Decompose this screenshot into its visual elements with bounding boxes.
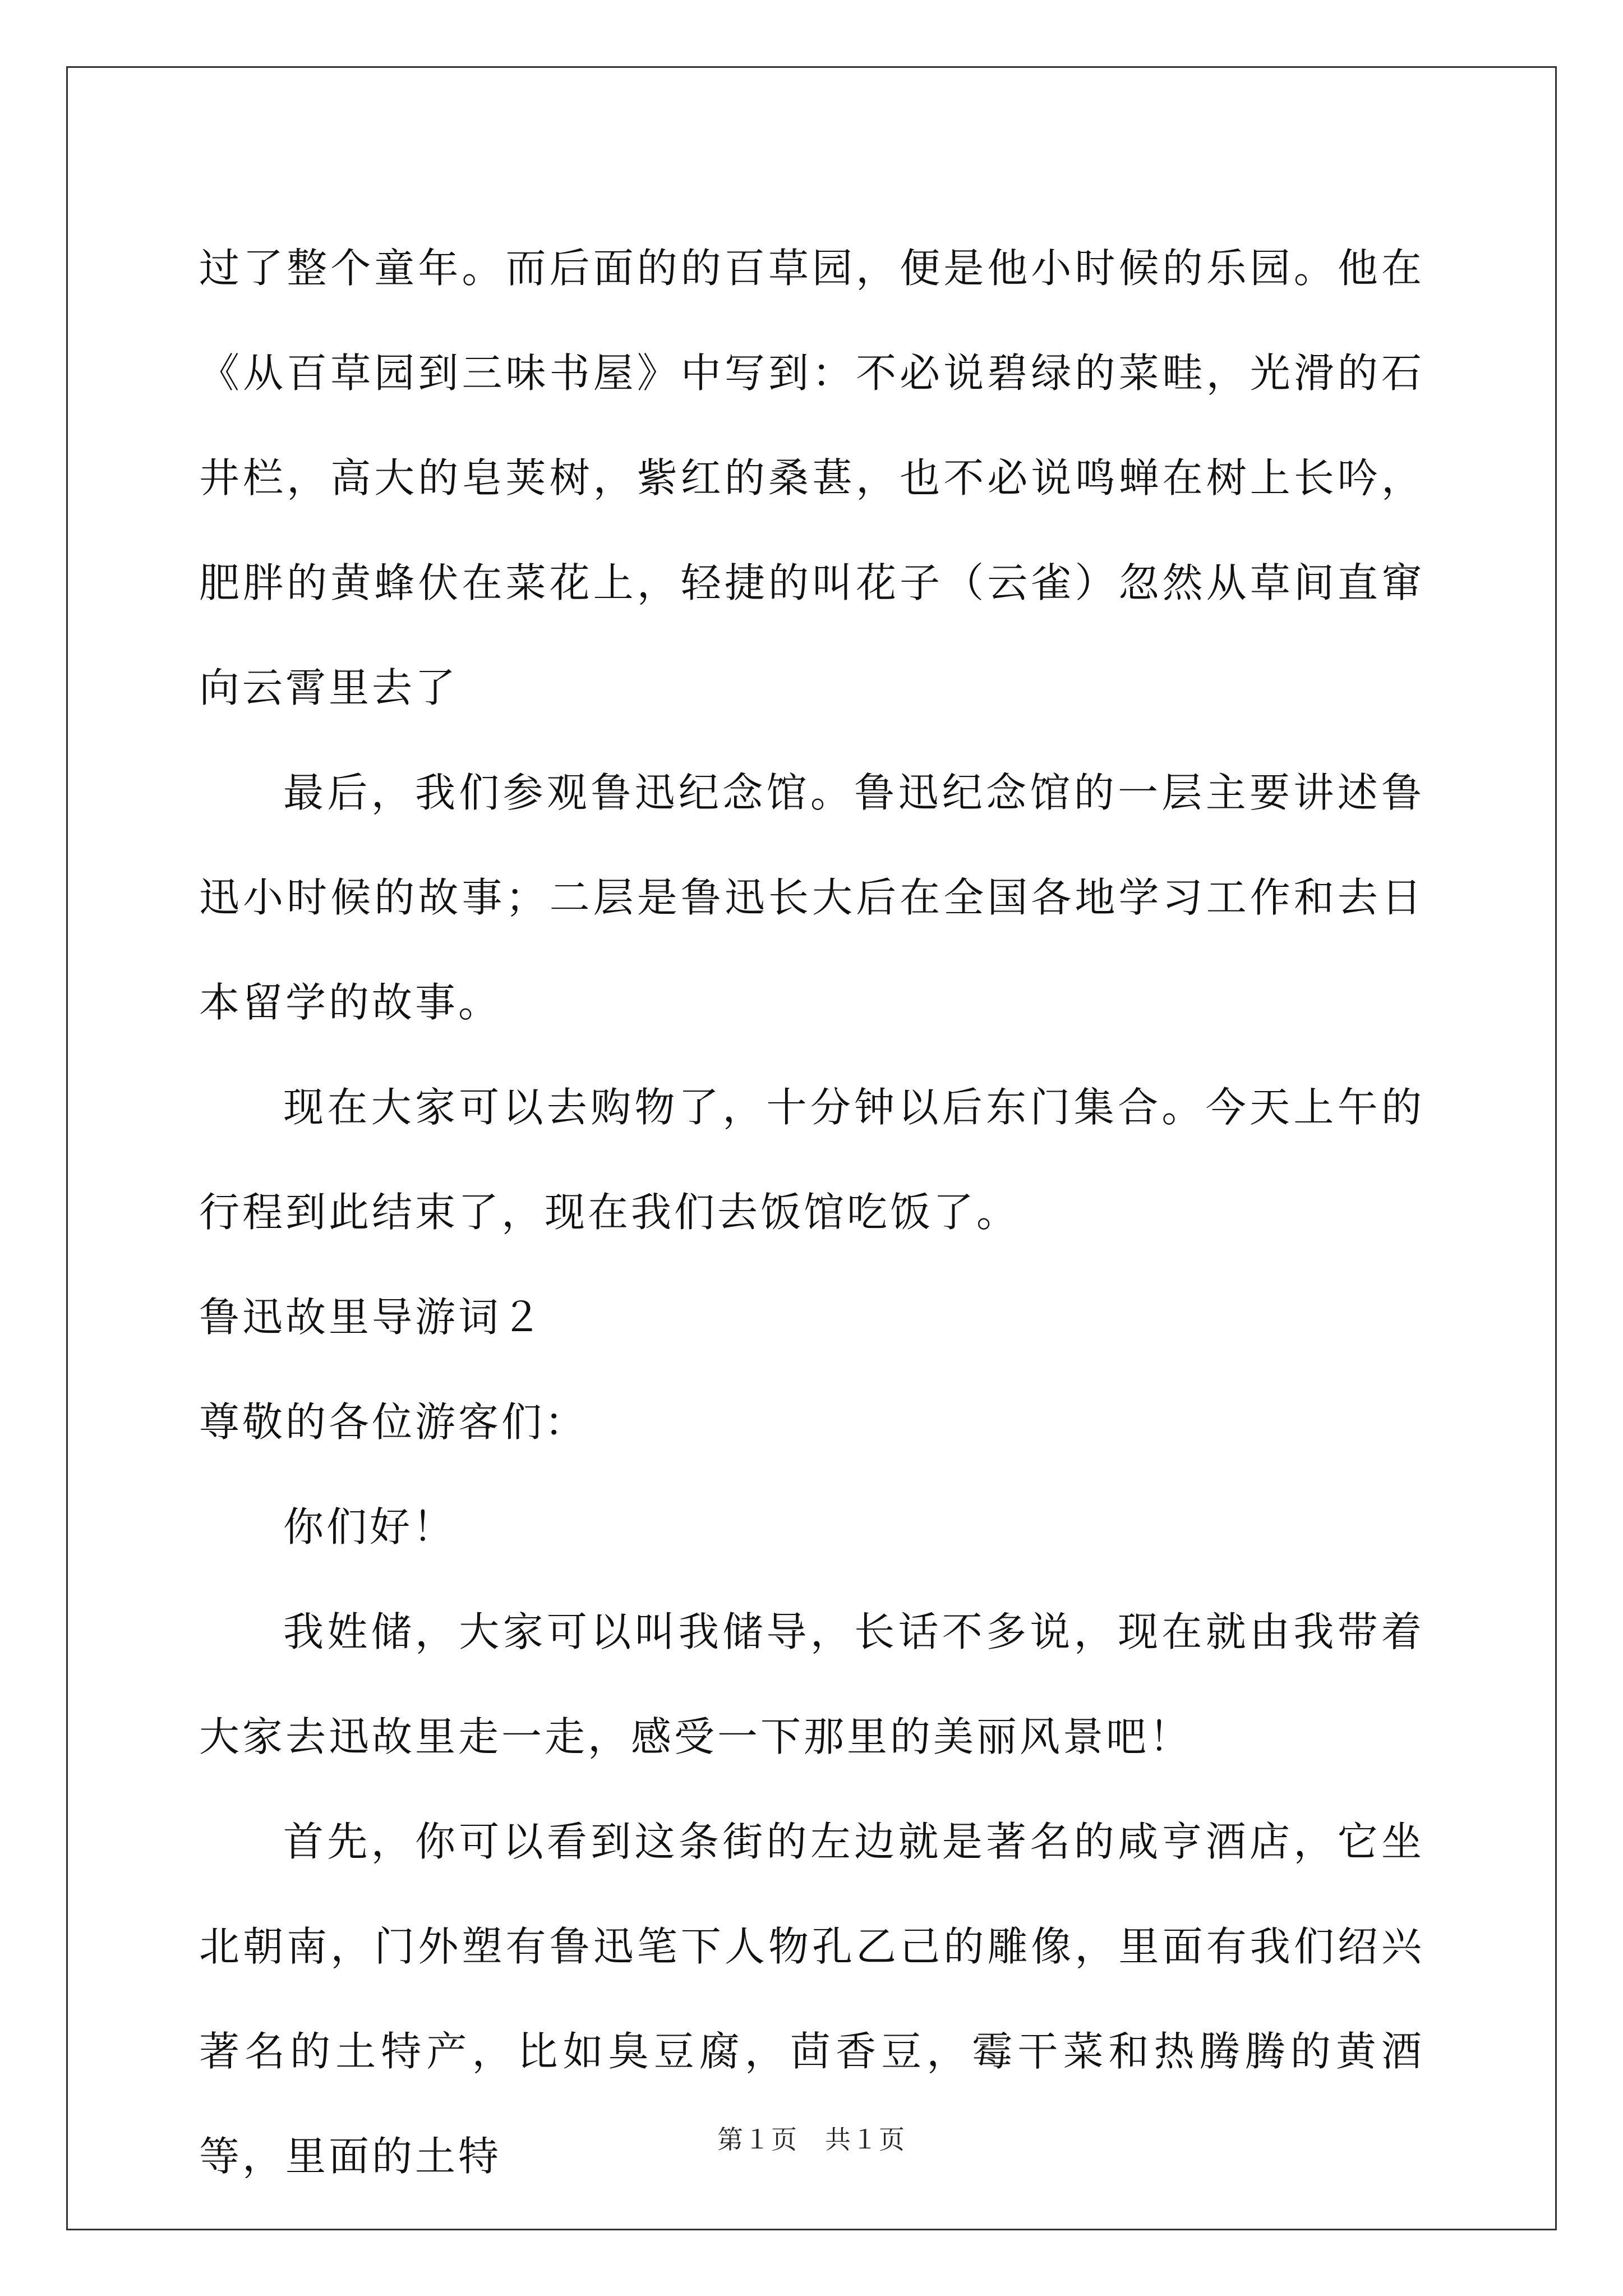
- salutation: 尊敬的各位游客们：: [199, 1398, 588, 1446]
- section-heading: 鲁迅故里导游词２: [199, 1294, 545, 1341]
- document-body: [199, 216, 1424, 2209]
- paragraph-1: 过了整个童年。而后面的的百草园，便是他小时候的乐园。他在《从百草园到三味书屋》中写到：不必说碧绿的菜畦，光滑的石井栏，高大的皂荚树，紫红的桑葚，也不必说鸣蝉在树上长吟，肥胖的黄蜂伏在菜花上，轻捷的叫花子（云雀）忽然从草间直窜向云霄里去了: [199, 245, 1424, 711]
- paragraph-first-stop: 首先，你可以看到这条街的左边就是著名的咸亨酒店，它坐北朝南，门外塑有鲁迅笔下人物孔乙己的雕像，里面有我们绍兴著名的土特产，比如臭豆腐，茴香豆，霉干菜和热腾腾的黄酒等，里面的土特: [199, 1818, 1424, 2180]
- greeting: 你们好！: [283, 1503, 457, 1550]
- paragraph-3: 现在大家可以去购物了，十分钟以后东门集合。今天上午的行程到此结束了，现在我们去饭馆吃饭了。: [199, 1084, 1424, 1236]
- paragraph-2: 最后，我们参观鲁迅纪念馆。鲁迅纪念馆的一层主要讲述鲁迅小时候的故事；二层是鲁迅长大后在全国各地学习工作和去日本留学的故事。: [199, 769, 1424, 1026]
- page-number-footer: 第１页 共１页: [717, 2124, 906, 2155]
- paragraph-intro: 我姓储，大家可以叫我储导，长话不多说，现在就由我带着大家去迅故里走一走，感受一下那里的美丽风景吧！: [199, 1608, 1424, 1760]
